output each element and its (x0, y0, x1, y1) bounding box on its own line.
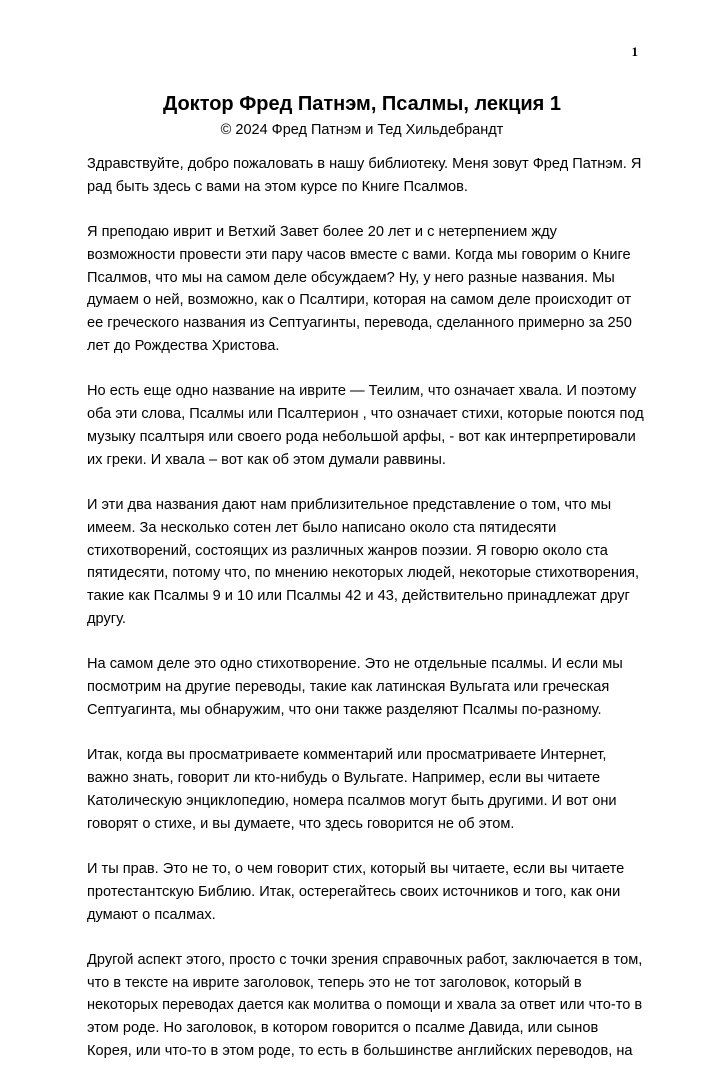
copyright-line: © 2024 Фред Патнэм и Тед Хильдебрандт (220, 122, 504, 138)
paragraph: Другой аспект этого, просто с точки зрения справочных работ, заключается в том, что в тексте на иврите заголовок, теперь это не тот заголовок, который в некоторых переводах дается как молитва о помощи и хвала за ответ или что-то в этом роде. Но заголовок, в котором говорится о псалме Давида, или сынов Корея, или что-то в этом роде, то есть в большинстве английских переводов, на (87, 951, 643, 1059)
paragraph: На самом деле это одно стихотворение. Это не отдельные псалмы. И если мы посмотрим на другие переводы, такие как латинская Вульгата или греческая Септуагинта, мы обнаружим, что они также разделяют Псалмы по-разному. (87, 656, 623, 718)
page-title: Доктор Фред Патнэм, Псалмы, лекция 1 (162, 93, 562, 115)
paragraph: Итак, когда вы просматриваете комментарий или просматриваете Интернет, важно знать, говорит ли кто-нибудь о Вульгате. Например, если вы читаете Католическую энциклопедию, номера псалмов могут быть другими. И вот они говорят о стихе, и вы думаете, что здесь говорится не об этом. (87, 747, 617, 832)
document-body (87, 153, 647, 1085)
page-number: 1 (631, 44, 638, 59)
paragraph: И ты прав. Это не то, о чем говорит стих, который вы читаете, если вы читаете протестантскую Библию. Итак, остерегайтесь своих источников и того, как они думают о псалмах. (87, 860, 625, 923)
paragraph: Здравствуйте, добро пожаловать в нашу библиотеку. Меня зовут Фред Патнэм. Я рад быть здесь с вами на этом курсе по Книге Псалмов. (87, 156, 642, 195)
paragraph: Но есть еще одно название на иврите — Теилим, что означает хвала. И поэтому оба эти слова, Псалмы или Псалтерион , что означает стихи, которые поются под музыку псалтыря или своего рода небольшой арфы, - вот как интерпретировали их греки. И хвала – вот как об этом думали раввины. (87, 383, 644, 468)
paragraph: Я преподаю иврит и Ветхий Завет более 20 лет и с нетерпением жду возможности провести эти пару часов вместе с вами. Когда мы говорим о Книге Псалмов, что мы на самом деле обсуждаем? Ну, у него разные названия. Мы думаем о ней, возможно, как о Псалтири, которая на самом деле происходит от ее греческого названия из Септуагинты, перевода, сделанного примерно за 250 лет до Рождества Христова. (87, 224, 632, 355)
paragraph: И эти два названия дают нам приблизительное представление о том, что мы имеем. За несколько сотен лет было написано около ста пятидесяти стихотворений, состоящих из различных жанров поэзии. Я говорю около ста пятидесяти, потому что, по мнению некоторых людей, некоторые стихотворения, такие как Псалмы 9 и 10 или Псалмы 42 и 43, действительно принадлежат друг другу. (87, 497, 640, 628)
